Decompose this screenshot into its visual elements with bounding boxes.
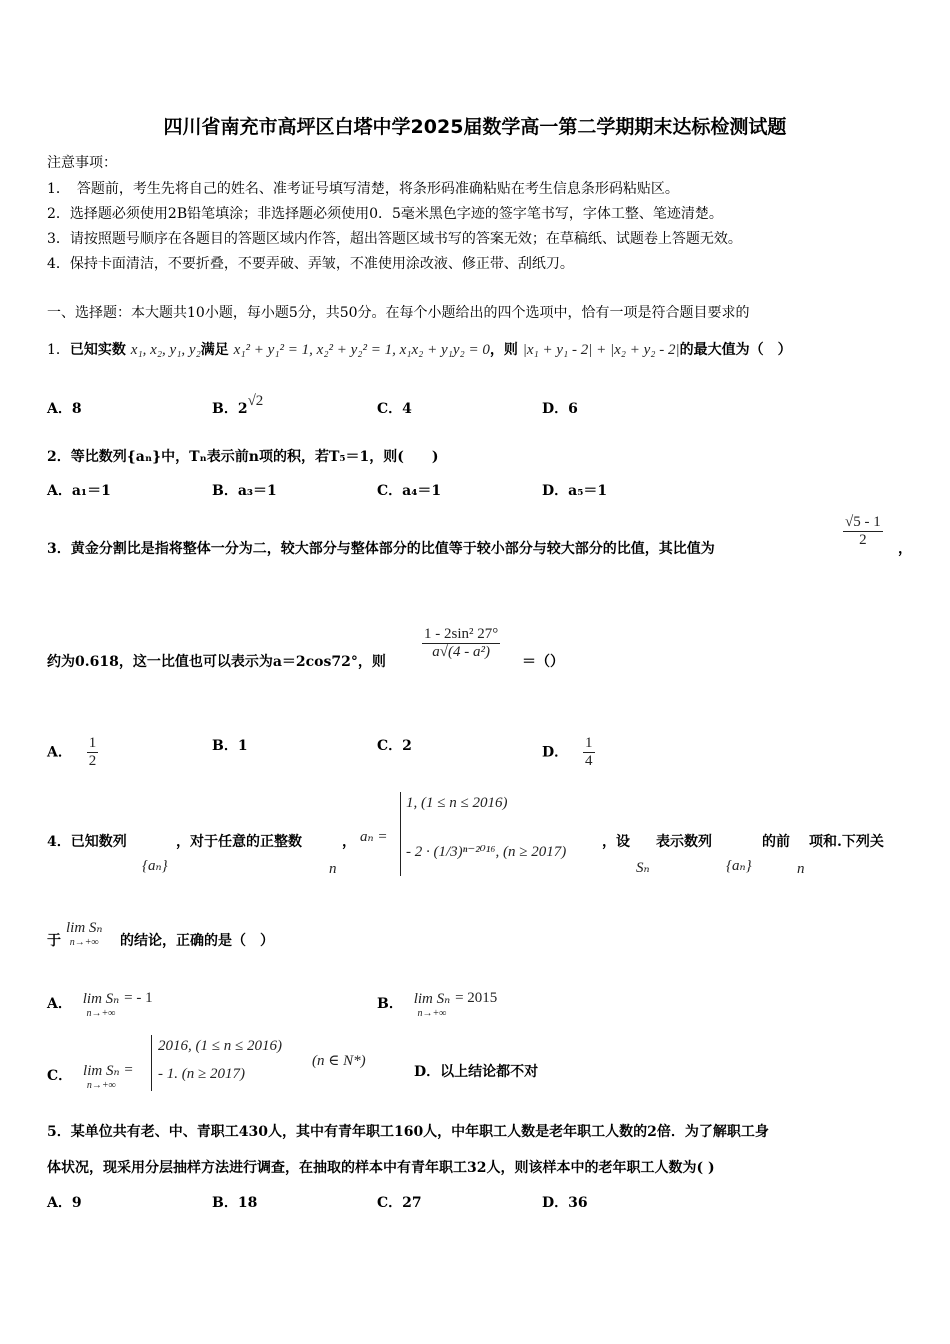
piecewise-brace <box>400 792 401 876</box>
question-4-part6: 的前 <box>762 834 790 850</box>
option-b[interactable]: B．18 <box>212 1195 258 1211</box>
option-b[interactable]: B．1 <box>212 738 248 754</box>
option-c[interactable]: C． lim Sₙ n→+∞ = <box>47 1062 133 1091</box>
option-c[interactable]: C．4 <box>377 401 412 417</box>
question-4-line2b: 的结论，正确的是（ ） <box>120 933 274 949</box>
question-4-part1: 4．已知数列 <box>47 834 127 850</box>
option-c-case-2: - 1. (n ≥ 2017) <box>158 1066 245 1082</box>
sum-s: Sₙ <box>636 860 650 876</box>
question-1: 1．已知实数 x₁, x₂, y₁, y₂满足 x₁² + y₁² = 1, x₂² + y₂² = 1, x₁x₂ + y₁y₂ = 0，则 |x₁ + y₁ - 2| + |x₂ + y₂ - 2|的最大值为（ ） <box>47 342 792 358</box>
piece-case-1: 1, (1 ≤ n ≤ 2016) <box>406 795 508 811</box>
expression-fraction: $\frac{\text{1 - 2sin² 27°}}{\text{a√(4 - a²)}}$ <box>424 626 499 660</box>
option-d[interactable]: D．以上结论都不对 <box>414 1064 539 1080</box>
option-d[interactable]: D．a₅＝1 <box>542 483 608 499</box>
question-4-part7: 项和.下列关 <box>809 834 884 850</box>
question-4-comma: ， <box>342 834 356 850</box>
option-a[interactable]: A． $\frac{1}{2}$ <box>47 735 97 769</box>
comma: ， <box>898 541 912 557</box>
question-4-part4: ，设 <box>602 834 630 850</box>
option-c-condition: (n ∈ N*) <box>312 1053 366 1069</box>
variable-n: n <box>329 861 337 877</box>
option-a[interactable]: A． lim Sₙ n→+∞ = - 1 <box>47 990 153 1019</box>
option-c[interactable]: C．2 <box>377 738 412 754</box>
notice-item: 2．选择题必须使用2B铅笔填涂；非选择题必须使用0．5毫米黑色字迹的签字笔书写，字体工整、笔迹清楚。 <box>47 206 723 222</box>
section-heading: 一、选择题：本大题共10小题，每小题5分，共50分。在每个小题给出的四个选项中，恰有一项是符合题目要求的 <box>47 305 750 321</box>
question-5-line2: 体状况，现采用分层抽样方法进行调查，在抽取的样本中有青年职工32人，则该样本中的老年职工人数为( ) <box>47 1160 715 1176</box>
question-2: 2．等比数列{aₙ}中，Tₙ表示前n项的积，若T₅＝1，则( ) <box>47 449 439 465</box>
option-b[interactable]: B． lim Sₙ n→+∞ = 2015 <box>377 990 498 1019</box>
page-title: 四川省南充市高坪区白塔中学2025届数学高一第二学期期末达标检测试题 <box>163 116 787 138</box>
limit-expression: lim Sₙ n→+∞ <box>66 920 103 948</box>
notice-item: 4．保持卡面清洁，不要折叠，不要弄破、弄皱，不准使用涂改液、修正带、刮纸刀。 <box>47 256 574 272</box>
option-d[interactable]: D．36 <box>542 1195 588 1211</box>
option-b[interactable]: B．2√2 <box>212 393 264 417</box>
piece-case-2: - 2 · (1/3)ⁿ⁻²⁰¹⁶, (n ≥ 2017) <box>406 844 567 860</box>
sequence-a: {aₙ} <box>142 858 168 874</box>
sequence-a: {aₙ} <box>726 858 752 874</box>
question-3-line2: 约为0.618，这一比值也可以表示为a＝2cos72°，则 <box>47 654 386 670</box>
math-expression: |x₁ + y₁ - 2| + |x₂ + y₂ - 2| <box>522 342 680 358</box>
question-4-part2: ，对于任意的正整数 <box>176 834 302 850</box>
piecewise-brace <box>151 1035 152 1091</box>
question-3-line1: 3．黄金分割比是指将整体一分为二，较大部分与整体部分的比值等于较小部分与较大部分的比值，其比值为 <box>47 541 715 557</box>
option-a[interactable]: A．a₁＝1 <box>47 483 111 499</box>
question-4-line2a: 于 <box>47 933 61 949</box>
option-b[interactable]: B．a₃＝1 <box>212 483 277 499</box>
notice-heading: 注意事项： <box>47 155 117 171</box>
equals-blank: ＝（） <box>522 654 564 670</box>
option-c[interactable]: C．27 <box>377 1195 422 1211</box>
math-vars: x₁, x₂, y₁, y₂ <box>130 342 201 358</box>
option-c[interactable]: C．a₄＝1 <box>377 483 442 499</box>
option-d[interactable]: D．6 <box>542 401 578 417</box>
option-d[interactable]: D． $\frac{1}{4}$ <box>542 735 593 769</box>
option-c-case-1: 2016, (1 ≤ n ≤ 2016) <box>158 1038 282 1054</box>
piecewise-lhs: aₙ = <box>360 829 388 845</box>
question-4-part5: 表示数列 <box>656 834 712 850</box>
notice-item: 1． 答题前，考生先将自己的姓名、准考证号填写清楚，将条形码准确粘贴在考生信息条形码粘贴区。 <box>47 181 679 197</box>
notice-item: 3．请按照题号顺序在各题目的答题区域内作答，超出答题区域书写的答案无效；在草稿纸、试题卷上答题无效。 <box>47 231 742 247</box>
golden-ratio-fraction: $\frac{√5 - 1}{2}$ <box>845 514 881 548</box>
option-a[interactable]: A．8 <box>47 401 82 417</box>
variable-n: n <box>797 861 805 877</box>
option-a[interactable]: A．9 <box>47 1195 82 1211</box>
question-5-line1: 5．某单位共有老、中、青职工430人，其中有青年职工160人，中年职工人数是老年职工人数的2倍．为了解职工身 <box>47 1124 769 1140</box>
math-condition: x₁² + y₁² = 1, x₂² + y₂² = 1, x₁x₂ + y₁y₂ = 0 <box>233 342 490 358</box>
